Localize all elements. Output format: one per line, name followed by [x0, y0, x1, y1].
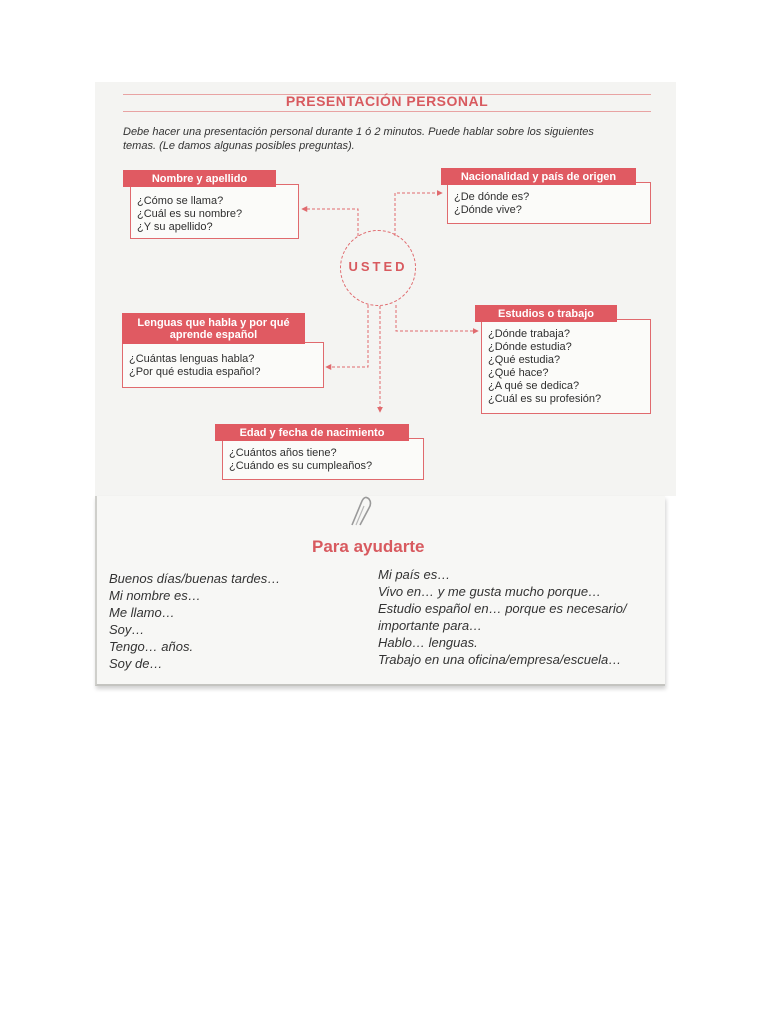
question: ¿Cuándo es su cumpleaños?: [229, 460, 373, 472]
arrow-to-lenguas: [326, 305, 368, 367]
help-phrase: Buenos días/buenas tardes…: [109, 571, 281, 586]
topic-lenguas-label-line: aprende español: [169, 328, 258, 341]
arrow-to-nacionalidad: [395, 193, 442, 236]
question: ¿Y su apellido?: [137, 221, 213, 233]
help-phrase: Mi país es…: [378, 567, 451, 582]
help-phrase: importante para…: [378, 618, 483, 633]
topic-lenguas-label: [122, 313, 305, 344]
help-title: Para ayudarte: [312, 537, 425, 556]
topic-estudios-label: Estudios o trabajo: [475, 305, 617, 322]
question: ¿Qué estudia?: [488, 354, 561, 366]
topic-edad-label: Edad y fecha de nacimiento: [215, 424, 409, 441]
help-phrase: Mi nombre es…: [109, 588, 201, 603]
topic-nacionalidad-label: Nacionalidad y país de origen: [441, 168, 636, 185]
question: ¿Cuál es su profesión?: [488, 393, 602, 405]
help-phrase: Soy…: [109, 622, 145, 637]
question: ¿Qué hace?: [488, 367, 549, 379]
question: ¿Cuántos años tiene?: [229, 447, 337, 459]
question: ¿Por qué estudia español?: [129, 366, 261, 378]
arrow-to-nombre: [302, 209, 358, 236]
page-title: PRESENTACIÓN PERSONAL: [285, 93, 489, 109]
question: ¿A qué se dedica?: [488, 380, 580, 392]
arrow-to-estudios: [396, 305, 478, 331]
help-phrase: Hablo… lenguas.: [378, 635, 478, 650]
question: ¿Cuántas lenguas habla?: [129, 353, 255, 365]
topic-estudios-box: [481, 319, 651, 414]
help-phrases-right: [378, 566, 627, 668]
usted-label: USTED: [348, 259, 408, 274]
topic-nombre-box: [130, 184, 299, 239]
question: ¿Cómo se llama?: [137, 195, 224, 207]
question: ¿Dónde estudia?: [488, 341, 572, 353]
question: ¿De dónde es?: [454, 191, 530, 203]
intro-line: Debe hacer una presentación personal durante 1 ó 2 minutos. Puede hablar sobre los siguientes: [123, 126, 594, 138]
help-phrases-left: [109, 570, 280, 672]
topic-lenguas-label-line: Lenguas que habla y por qué: [137, 316, 290, 329]
topic-lenguas-box: [122, 342, 324, 388]
help-phrase: Estudio español en… porque es necesario/: [378, 601, 627, 616]
topic-edad-box: [222, 438, 424, 480]
help-phrase: Vivo en… y me gusta mucho porque…: [378, 584, 602, 599]
help-phrase: Soy de…: [109, 656, 163, 671]
paperclip-icon: [346, 495, 376, 529]
help-phrase: Me llamo…: [109, 605, 175, 620]
topic-nacionalidad-box: [447, 182, 651, 224]
question: ¿Dónde trabaja?: [488, 328, 570, 340]
help-phrase: Trabajo en una oficina/empresa/escuela…: [378, 652, 622, 667]
topic-nombre-label: Nombre y apellido: [123, 170, 276, 187]
help-phrase: Tengo… años.: [109, 639, 194, 654]
intro-line: temas. (Le damos algunas posibles preguntas).: [123, 140, 355, 152]
question: ¿Cuál es su nombre?: [137, 208, 243, 220]
question: ¿Dónde vive?: [454, 204, 522, 216]
